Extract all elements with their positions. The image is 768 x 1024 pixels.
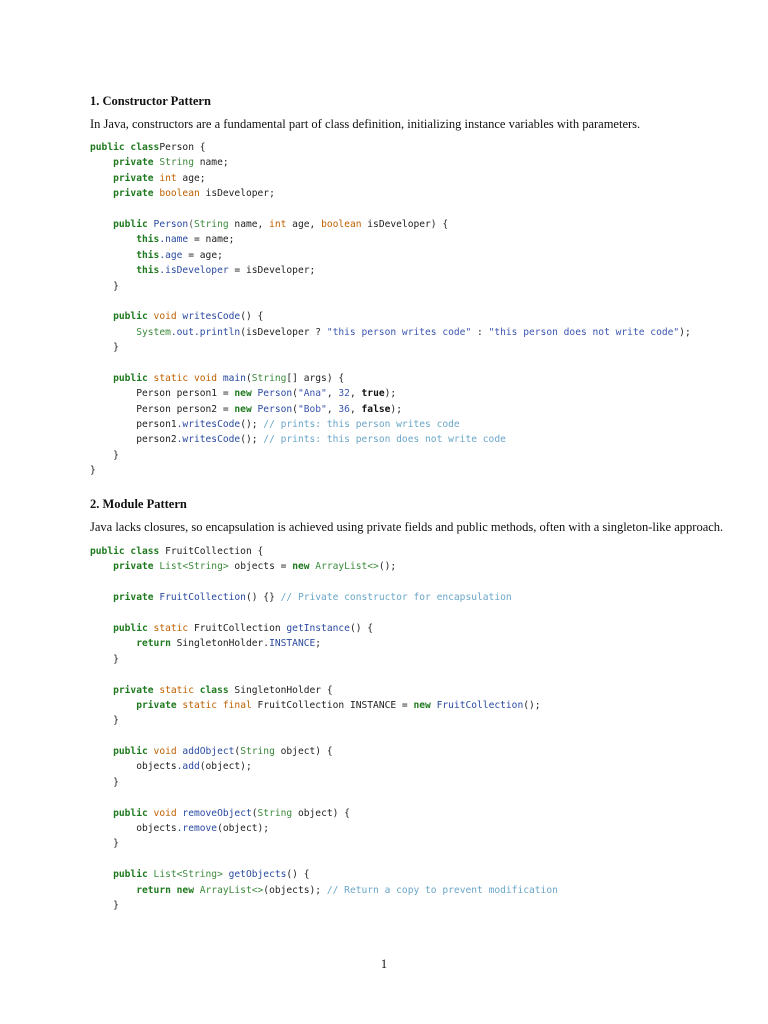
code-line [90, 140, 691, 155]
code-line [90, 575, 558, 590]
code-token [90, 157, 113, 168]
code-token: String [251, 372, 287, 384]
code-token [90, 173, 113, 184]
code-token: ); [390, 403, 402, 415]
code-line [90, 309, 691, 324]
code-token: Person [251, 403, 293, 415]
code-line [90, 402, 691, 417]
code-line [90, 883, 558, 898]
code-line [90, 729, 558, 744]
code-line [90, 836, 558, 851]
code-token: boolean [153, 188, 200, 200]
code-token [90, 869, 113, 880]
code-token: new [292, 561, 310, 573]
code-token [90, 685, 113, 696]
code-token: object) { [292, 807, 350, 819]
code-token: FruitCollection [153, 592, 246, 604]
code-token: this [136, 234, 160, 246]
code-token: return [136, 638, 171, 650]
code-token: public [113, 622, 148, 634]
code-token: private [113, 172, 154, 184]
code-line [90, 590, 558, 605]
code-line [90, 340, 691, 355]
code-token: } [90, 715, 119, 727]
code-token: age; [176, 172, 206, 184]
code-token: String [153, 157, 194, 169]
code-token: // Private constructor for encapsulation [280, 592, 512, 604]
code-token: (); [240, 434, 264, 446]
code-line [90, 606, 558, 621]
code-line [90, 713, 558, 728]
code-line [90, 417, 691, 432]
code-token: FruitCollection [188, 622, 287, 634]
code-token: (object); [199, 761, 252, 773]
code-token: private [136, 699, 177, 711]
code-token: Person person1 = [90, 388, 235, 400]
code-token: public [113, 311, 148, 323]
code-line [90, 263, 691, 278]
code-line [90, 683, 558, 698]
code-token: public class [90, 546, 160, 557]
code-token: } [90, 838, 119, 850]
code-token: FruitCollection INSTANCE = [251, 699, 414, 711]
code-token: .age [159, 249, 183, 261]
code-token: Person { [159, 142, 206, 153]
code-token: } [90, 776, 119, 788]
code-token: writesCode [176, 311, 241, 323]
code-line [90, 698, 558, 713]
code-token: .add [176, 761, 200, 773]
code-token: int [269, 218, 287, 230]
code-token: Person [147, 218, 189, 230]
code-line [90, 279, 691, 294]
section-paragraph-constructor-pattern: In Java, constructors are a fundamental part of class definition, initializing instance variables with parameters. [90, 117, 641, 131]
code-token: () { [240, 311, 264, 323]
code-token: } [90, 449, 119, 461]
code-token: .out.println [170, 326, 241, 338]
code-token: new [234, 403, 252, 415]
code-token: false [361, 403, 391, 415]
code-line [90, 806, 558, 821]
code-token: [] args) { [286, 372, 345, 384]
code-token: Person person2 = [90, 403, 235, 415]
code-token: name, [228, 218, 270, 230]
code-token: new [234, 388, 252, 400]
code-token: 36 [338, 403, 350, 415]
code-token [90, 311, 113, 322]
code-token: FruitCollection { [159, 546, 264, 557]
code-token: String [240, 746, 275, 758]
code-token: static void [147, 372, 218, 384]
code-token: public [113, 807, 148, 819]
page-number: 1 [380, 957, 388, 971]
code-token: .remove [176, 823, 218, 835]
code-token: ); [384, 388, 397, 400]
section-heading-constructor-pattern: 1. Constructor Pattern [90, 94, 211, 108]
code-line [90, 821, 558, 836]
code-line [90, 217, 691, 232]
code-token: objects [90, 761, 177, 773]
code-token: ( [292, 388, 298, 400]
code-token: public [113, 746, 148, 758]
code-line [90, 202, 691, 217]
code-line [90, 744, 558, 759]
code-token: ArrayList<> [193, 884, 264, 896]
code-token: "this person writes code" [326, 326, 472, 338]
code-token: String [193, 218, 229, 230]
code-token [90, 373, 113, 384]
code-token: // prints: this person writes code [263, 419, 460, 431]
code-line [90, 867, 558, 882]
code-token: } [90, 342, 119, 354]
code-line [90, 294, 691, 309]
code-token: INSTANCE [269, 638, 316, 650]
code-token: getObjects [222, 869, 287, 881]
code-token: void [147, 311, 177, 323]
code-token: "Ana" [297, 388, 327, 400]
code-token: class [193, 684, 229, 696]
code-token [90, 638, 136, 649]
code-token: 32 [338, 388, 350, 400]
code-token: isDeveloper) { [361, 218, 449, 230]
code-token: name; [193, 157, 229, 169]
code-token: getInstance [286, 622, 350, 634]
code-token: static [153, 684, 194, 696]
code-token: , [326, 388, 339, 400]
code-token: } [90, 465, 96, 477]
code-token: (); [378, 561, 397, 573]
code-token: } [90, 280, 119, 292]
code-token: new [413, 699, 431, 711]
code-token: : [471, 326, 489, 338]
code-token: int [153, 172, 177, 184]
code-token [90, 327, 136, 338]
code-token: ( [188, 218, 194, 230]
code-token: return new [136, 884, 194, 896]
code-line [90, 171, 691, 186]
code-token: Person [251, 388, 293, 400]
code-token: boolean [321, 218, 362, 230]
code-token: public class [90, 142, 160, 153]
code-token: "this person does not write code" [488, 326, 680, 338]
code-token: List<String> [147, 869, 223, 881]
code-token: (); [240, 419, 264, 431]
code-token: .writesCode [176, 419, 241, 431]
code-token: .writesCode [176, 434, 241, 446]
code-token: "Bob" [297, 403, 327, 415]
code-token [90, 592, 113, 603]
code-token: .name [159, 234, 189, 246]
code-token: private [113, 157, 154, 169]
code-token: true [361, 388, 385, 400]
code-token: isDeveloper; [199, 188, 275, 200]
code-line [90, 155, 691, 170]
code-token: FruitCollection [430, 699, 524, 711]
code-token: System [136, 326, 171, 338]
code-token: ( [245, 372, 252, 384]
code-token: objects [90, 823, 177, 835]
code-token: person2 [90, 434, 177, 446]
code-line [90, 852, 558, 867]
code-token: private [113, 188, 154, 200]
section-paragraph-module-pattern: Java lacks closures, so encapsulation is achieved using private fields and public methods, often with a singleton-like approach. [90, 520, 724, 534]
code-token: person1 [90, 419, 177, 431]
code-token [90, 623, 113, 634]
code-token [90, 250, 136, 261]
code-token: List<String> [153, 561, 229, 573]
code-token [90, 700, 136, 711]
code-token: (isDeveloper ? [240, 326, 327, 338]
code-token: public [113, 372, 148, 384]
code-token [90, 561, 113, 572]
code-line [90, 232, 691, 247]
code-line [90, 325, 691, 340]
code-token: String [257, 807, 293, 819]
code-line [90, 248, 691, 263]
code-token: () { [286, 869, 310, 881]
code-token: = isDeveloper; [228, 265, 316, 277]
code-token: } [90, 899, 119, 911]
code-line [90, 544, 558, 559]
code-token: = age; [182, 249, 223, 261]
code-token: SingletonHolder { [228, 684, 333, 696]
code-token: () { [349, 622, 374, 634]
code-line [90, 559, 558, 574]
section-heading-module-pattern: 2. Module Pattern [90, 497, 187, 511]
code-line [90, 775, 558, 790]
code-line [90, 371, 691, 386]
code-token: this [136, 249, 160, 261]
code-token: SingletonHolder. [170, 638, 270, 650]
code-token: static [147, 622, 189, 634]
code-line [90, 448, 691, 463]
code-line [90, 667, 558, 682]
code-token: addObject [176, 746, 235, 758]
code-line [90, 355, 691, 370]
code-token: void [147, 746, 177, 758]
code-token: private [113, 684, 154, 696]
code-token: removeObject [176, 807, 252, 819]
code-token: ); [679, 326, 691, 338]
code-token: ( [234, 746, 241, 758]
code-token [90, 746, 113, 757]
code-line [90, 759, 558, 774]
code-line [90, 386, 691, 401]
code-token: objects = [228, 561, 293, 573]
code-token: = name; [188, 234, 235, 246]
code-line [90, 186, 691, 201]
code-token: public [113, 218, 148, 230]
code-token [90, 885, 136, 896]
code-token: , [349, 388, 362, 400]
code-token: , [349, 403, 362, 415]
code-line [90, 636, 558, 651]
code-token: static final [176, 699, 252, 711]
code-token: (); [523, 699, 541, 711]
code-token: public [113, 869, 148, 881]
code-token: this [136, 265, 160, 277]
code-token: ( [251, 807, 258, 819]
code-token: main [217, 372, 246, 384]
code-token [90, 808, 113, 819]
code-token: (object); [217, 823, 270, 835]
code-token: private [113, 592, 154, 604]
code-line [90, 432, 691, 447]
code-block-fruit-collection-class [90, 544, 558, 913]
code-token: void [147, 807, 177, 819]
code-token: () {} [245, 592, 281, 604]
code-token: // Return a copy to prevent modification [326, 884, 558, 896]
code-token [90, 234, 136, 245]
code-token: age, [286, 218, 322, 230]
code-token: object) { [274, 746, 333, 758]
code-token: ArrayList<> [309, 561, 379, 573]
code-token: , [326, 403, 339, 415]
code-token: .isDeveloper [159, 265, 229, 277]
code-token: ; [315, 638, 322, 650]
code-token [90, 219, 113, 230]
code-line [90, 898, 558, 913]
code-token [90, 265, 136, 276]
code-line [90, 652, 558, 667]
code-token: (objects); [263, 884, 327, 896]
code-token: // prints: this person does not write code [263, 434, 506, 446]
code-line [90, 621, 558, 636]
code-token: } [90, 653, 119, 665]
code-token: private [113, 561, 154, 573]
code-line [90, 790, 558, 805]
code-block-person-class [90, 140, 691, 479]
code-token [90, 188, 113, 199]
code-line [90, 463, 691, 478]
code-token: ( [292, 403, 298, 415]
